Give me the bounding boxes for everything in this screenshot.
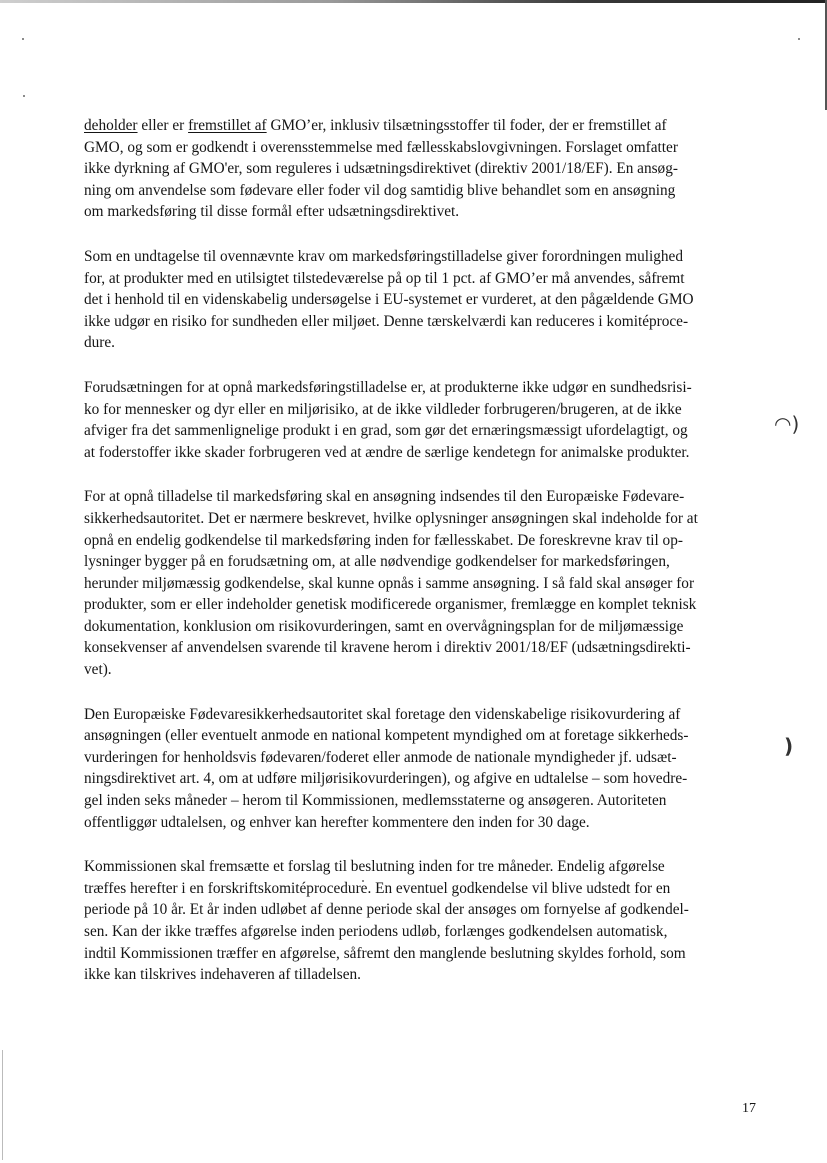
text-segment: ikke udgør en risiko for sundheden eller miljøet. Denne tærskelværdi kan reduceres i komitéproce- xyxy=(84,312,689,330)
text-segment: Kommissionen skal fremsætte et forslag til beslutning inden for tre måneder. Endelig afgørelse xyxy=(84,858,665,876)
scan-speck xyxy=(23,95,25,97)
text-line xyxy=(84,899,766,921)
text-segment: sen. Kan der ikke træffes afgørelse inden periodens udløb, forlænges godkendelsen automatisk, xyxy=(84,923,668,940)
text-line xyxy=(84,943,766,965)
paragraph xyxy=(84,246,766,354)
scan-speck xyxy=(22,38,24,40)
text-segment: produkter, som er eller indeholder genetisk modificerede organismer, fremlægge en komplet teknisk xyxy=(84,596,697,614)
paragraph xyxy=(84,704,766,834)
text-line xyxy=(84,268,766,290)
text-line xyxy=(84,704,766,726)
text-segment: ning om anvendelse som fødevare eller foder vil dog samtidig blive behandlet som en ansøgning xyxy=(84,181,676,199)
text-segment: afviger fra det sammenlignelige produkt i en grad, som gør det ernæringsmæssigt ufordelagtigt, og xyxy=(84,422,688,440)
text-segment: GMO’er, inklusiv tilsætningsstoffer til foder, der er fremstillet af xyxy=(266,117,667,134)
text-line xyxy=(84,530,766,552)
scan-top-edge xyxy=(0,0,827,3)
text-segment: lysninger bygger på en forudsætning om, at alle nødvendige godkendelser for markedsføringen, xyxy=(84,553,670,571)
text-line xyxy=(84,115,766,137)
underlined-text: fremstillet af xyxy=(188,117,267,134)
text-line xyxy=(84,551,766,573)
text-segment: Forudsætningen for at opnå markedsføringstilladelse er, at produkterne ikke udgør en sundhedsrisi- xyxy=(84,378,692,396)
text-segment: ikke kan tilskrives indehaveren af tilladelsen. xyxy=(84,966,361,984)
text-line xyxy=(84,332,766,354)
paragraph xyxy=(84,856,766,986)
text-segment: vet). xyxy=(84,661,112,679)
text-segment: Som en undtagelse til ovennævnte krav om markedsføringstilladelse giver forordningen mulighed xyxy=(84,247,683,265)
text-segment: ansøgningen (eller eventuelt anmode en national kompetent myndighed om at foretage sikkerheds- xyxy=(84,727,689,745)
page-number: 17 xyxy=(742,1101,756,1116)
text-line xyxy=(84,137,766,159)
text-line xyxy=(84,964,766,986)
paragraph xyxy=(84,115,766,223)
text-line xyxy=(84,377,766,399)
text-line xyxy=(84,486,766,508)
text-segment: herunder miljømæssig godkendelse, skal kunne opnås i samme ansøgning. I så fald skal ansøger for xyxy=(84,574,695,592)
text-segment: ikke dyrkning af GMO'er, som reguleres i udsætningsdirektivet (direktiv 2001/18/EF). En ansøg- xyxy=(84,160,678,178)
text-segment: konsekvenser af anvendelsen svarende til kravene herom i direktiv 2001/18/EF (udsætningsdirekti- xyxy=(84,639,691,657)
text-line xyxy=(84,158,766,180)
text-line xyxy=(84,768,766,790)
text-segment: for, at produkter med en utilsigtet tilstedeværelse på op til 1 pct. af GMO’er må anvendes, såfremt xyxy=(84,269,685,287)
text-line xyxy=(84,790,766,812)
text-line xyxy=(84,637,766,659)
text-segment: opnå en endelig godkendelse til markedsføring inden for fællesskabet. De foreskrevne krav til op- xyxy=(84,531,683,549)
scan-speck xyxy=(798,38,800,40)
text-line xyxy=(84,311,766,333)
text-line xyxy=(84,573,766,595)
paragraph xyxy=(84,486,766,680)
text-line xyxy=(84,725,766,747)
text-line xyxy=(84,289,766,311)
text-segment: ningsdirektivet art. 4, om at udføre miljørisikovurderingen), og afgive en udtalelse – som hovedre- xyxy=(84,770,688,788)
text-segment: dokumentation, konklusion om risikovurderingen, samt en overvågningsplan for de miljømæssige xyxy=(84,617,684,635)
text-line xyxy=(84,420,766,442)
text-segment: træffes herefter i en forskriftskomitéprocedure. En eventuel godkendelse vil blive udstedt for en xyxy=(84,879,671,897)
text-segment: gel inden seks måneder – herom til Kommissionen, medlemsstaterne og ansøgeren. Autoriteten xyxy=(84,792,667,810)
text-segment: det i henhold til en videnskabelig undersøgelse i EU-systemet er vurderet, at den pågældende GMO xyxy=(84,291,694,309)
text-line xyxy=(84,508,766,530)
document-body xyxy=(84,115,766,1009)
text-line xyxy=(84,747,766,769)
text-segment: sikkerhedsautoritet. Det er nærmere beskrevet, hvilke oplysninger ansøgningen skal indeholde for at xyxy=(84,509,698,527)
text-segment: For at opnå tilladelse til markedsføring skal en ansøgning indsendes til den Europæiske Fødevare- xyxy=(84,488,685,506)
text-line xyxy=(84,616,766,638)
text-line xyxy=(84,442,766,464)
text-segment: eller er xyxy=(137,117,189,134)
text-line xyxy=(84,659,766,681)
text-line xyxy=(84,246,766,268)
text-segment: Den Europæiske Fødevaresikkerhedsautoritet skal foretage den videnskabelige risikovurdering af xyxy=(84,705,681,723)
text-line xyxy=(84,594,766,616)
text-segment: om markedsføring til disse formål efter udsætningsdirektivet. xyxy=(84,203,460,221)
text-segment: ko for mennesker og dyr eller en miljørisiko, at de ikke vildleder forbrugeren/brugeren, at de ikke xyxy=(84,400,682,418)
text-segment: GMO, og som er godkendt i overensstemmelse med fællesskabslovgivningen. Forslaget omfatter xyxy=(84,138,678,156)
paragraph xyxy=(84,377,766,463)
margin-arc-mark: ◠) xyxy=(774,412,800,436)
text-line xyxy=(84,812,766,834)
text-line xyxy=(84,180,766,202)
text-line xyxy=(84,201,766,223)
margin-arc-mark: ) xyxy=(784,734,794,758)
text-line xyxy=(84,856,766,878)
text-line xyxy=(84,399,766,421)
text-segment: offentliggør udtalelsen, og enhver kan herefter kommentere den inden for 30 dage. xyxy=(84,813,590,831)
text-segment: dure. xyxy=(84,334,116,352)
text-line xyxy=(84,878,766,900)
text-segment: periode på 10 år. Et år inden udløbet af denne periode skal der ansøges om fornyelse af godkendel- xyxy=(84,901,689,919)
underlined-text: deholder xyxy=(84,117,138,134)
scan-left-edge xyxy=(2,1050,3,1160)
text-segment: vurderingen for henholdsvis fødevaren/foderet eller anmode de nationale myndigheder jf. udsæt- xyxy=(84,748,677,766)
text-segment: indtil Kommissionen træffer en afgørelse, såfremt den manglende beslutning skyldes forhold, som xyxy=(84,944,686,962)
text-segment: at foderstoffer ikke skader forbrugeren ved at ændre de særlige kendetegn for animalske produkter. xyxy=(84,443,690,461)
text-line xyxy=(84,921,766,943)
